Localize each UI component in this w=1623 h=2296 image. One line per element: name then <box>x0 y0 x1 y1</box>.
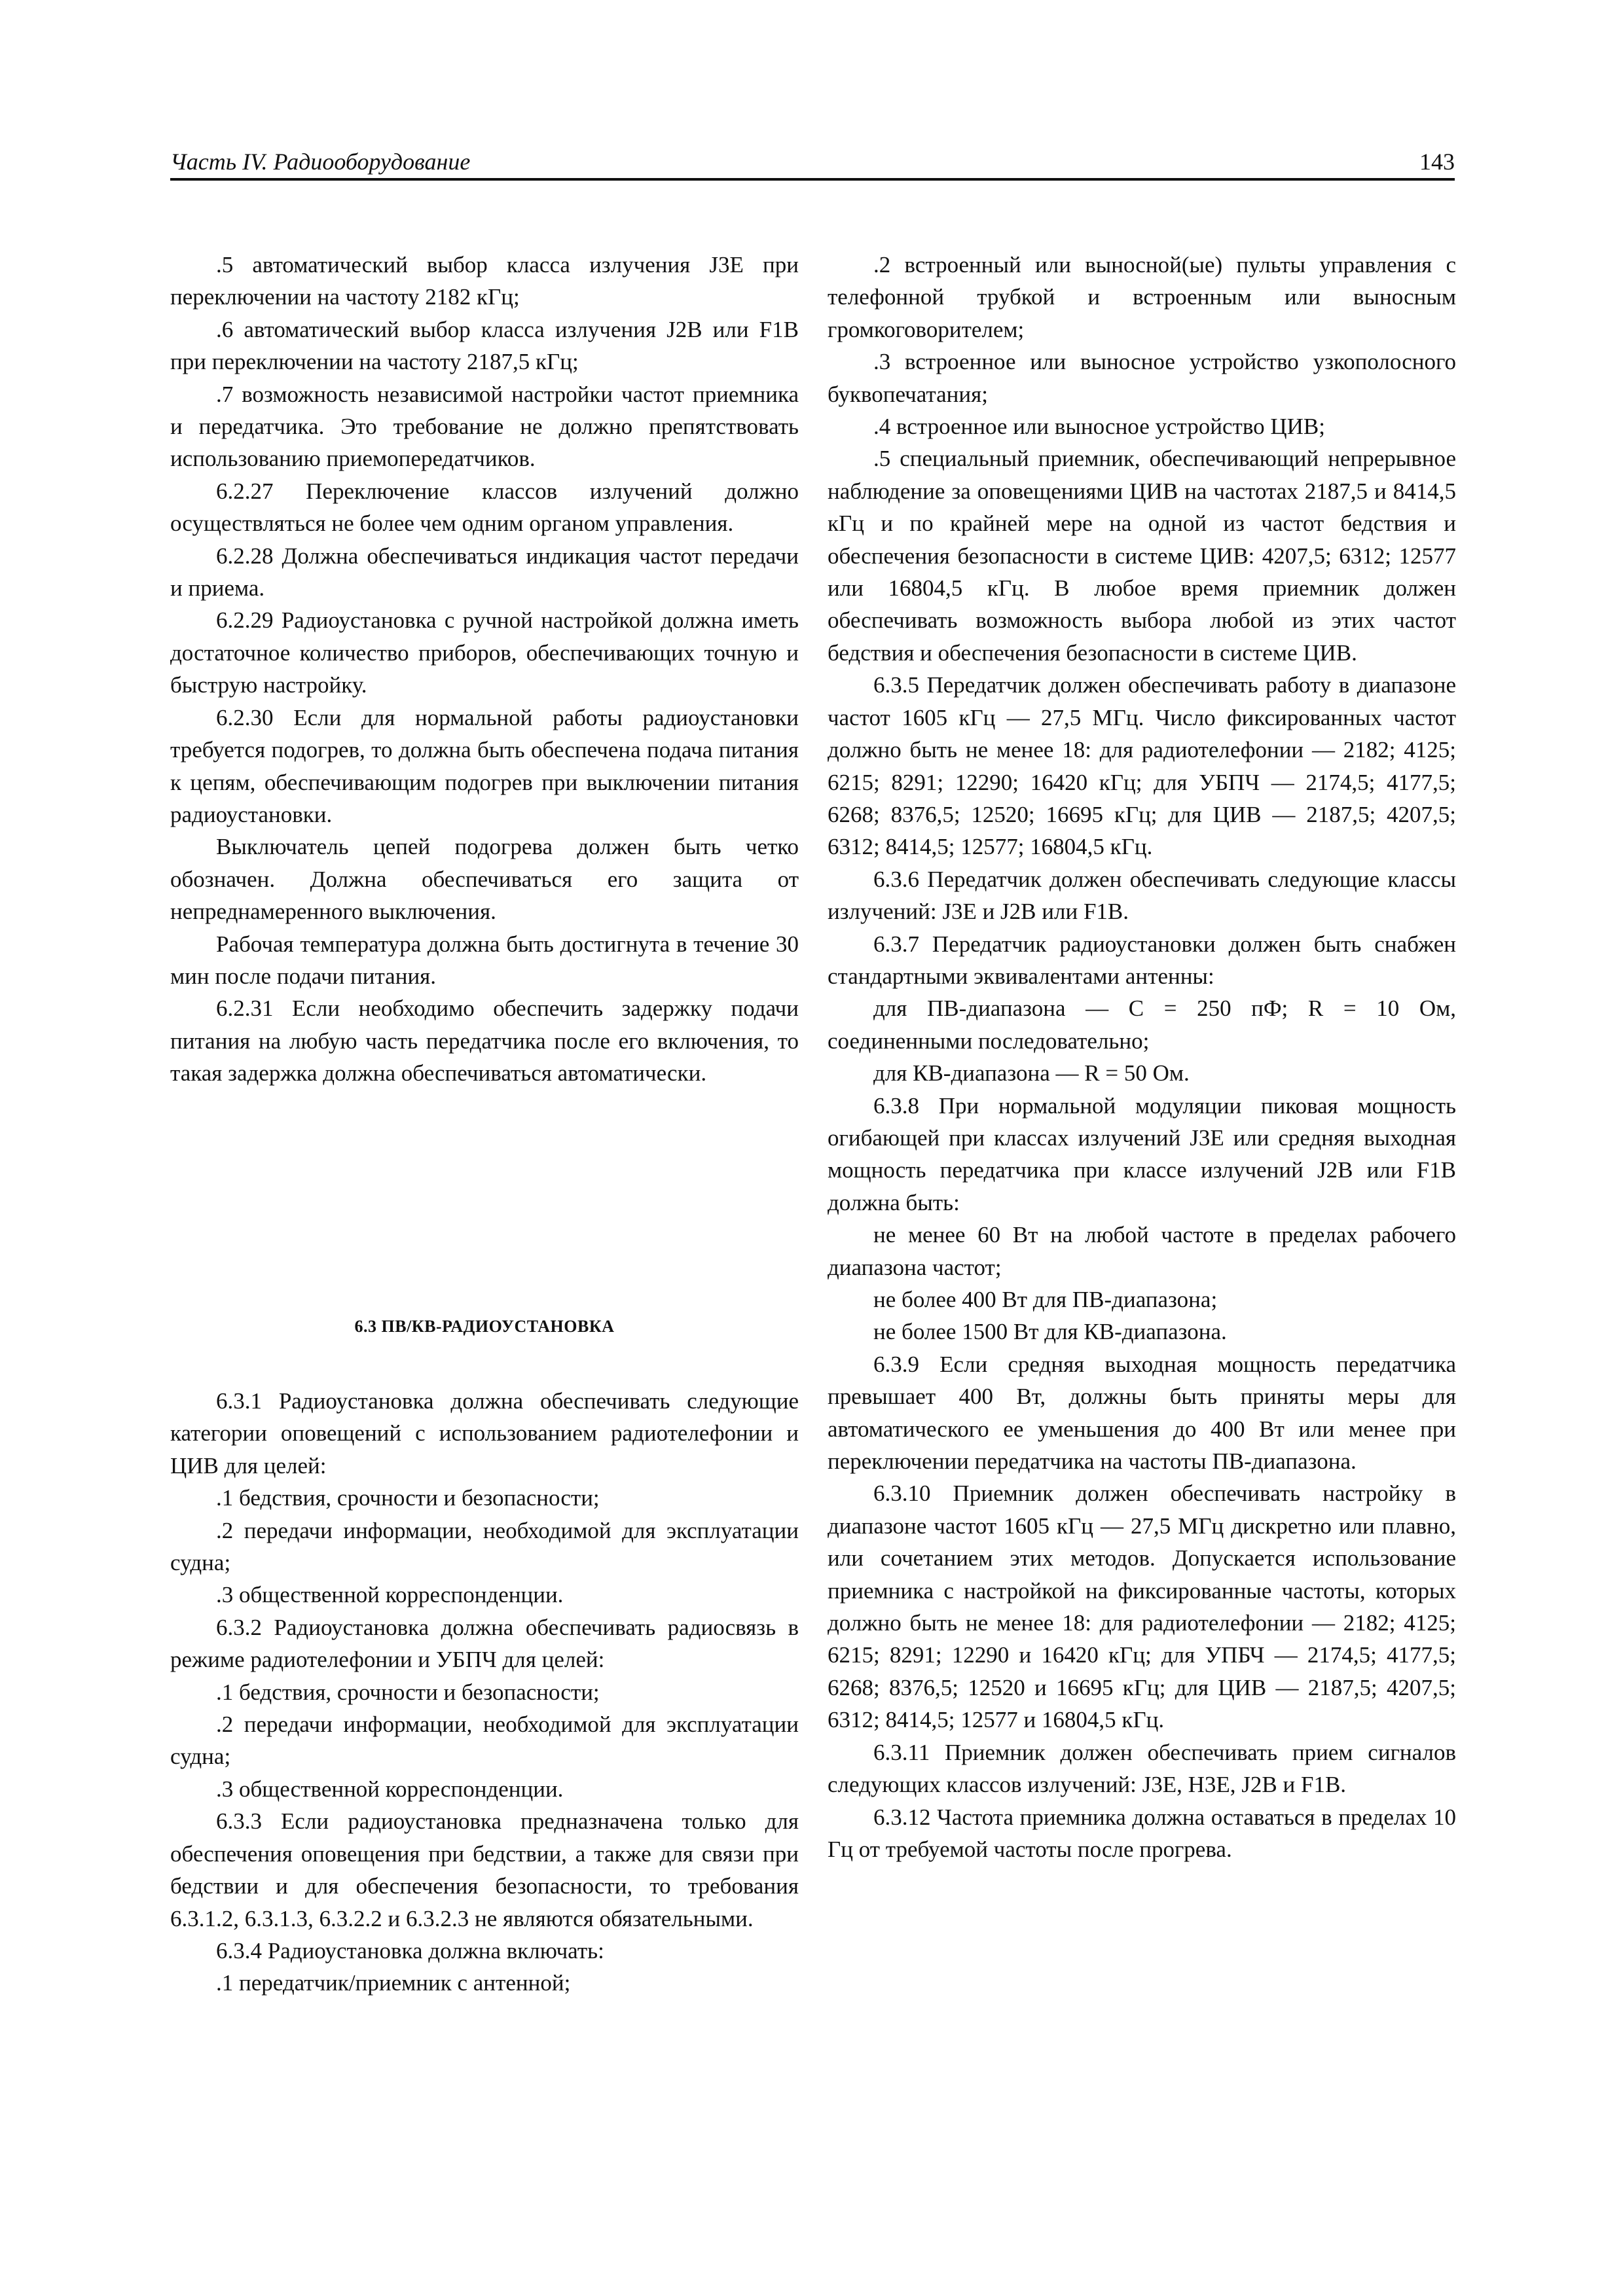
paragraph: 6.3.10 Приемник должен обеспечивать настройку в диапазоне частот 1605 кГц — 27,5 МГц дискретно или плавно, или сочетанием этих методов. Допускается использование приемника с настройкой на фиксированные частоты, которых должно быть не менее 18: для радиотелефонии — 2182; 4125; 6215; 8291; 12290 и 16420 кГц; для УПБЧ — 2174,5; 4177,5; 6268; 8376,5; 12520 и 16695 кГц; для ЦИВ — 2187,5; 4207,5; 6312; 8414,5; 12577 и 16804,5 кГц. <box>828 1480 1456 1733</box>
paragraph: не менее 60 Вт на любой частоте в пределах рабочего диапазона частот; <box>828 1222 1456 1280</box>
paragraph: 6.3.9 Если средняя выходная мощность передатчика превышает 400 Вт, должны быть приняты меры для автоматического ее уменьшения до 400 Вт или менее при переключении передатчика на частоты ПВ-диапазона. <box>828 1351 1456 1475</box>
paragraph: 6.3.6 Передатчик должен обеспечивать следующие классы излучений: J3E и J2B или F1B. <box>828 866 1456 925</box>
paragraph: 6.2.29 Радиоустановка с ручной настройкой должна иметь достаточное количество приборов, обеспечивающих точную и быструю настройку. <box>170 607 799 698</box>
paragraph: 6.2.27 Переключение классов излучений должно осуществляться не более чем одним органом управления. <box>170 478 799 537</box>
left-column-bottom <box>170 1385 799 2000</box>
paragraph: 6.3.5 Передатчик должен обеспечивать работу в диапазоне частот 1605 кГц — 27,5 МГц. Число фиксированных частот должно быть не менее 18: для радиотелефонии — 2182; 4125; 6215; 8291; 12290; 16420 кГц; для УБПЧ — 2174,5; 4177,5; 6268; 8376,5; 12520; 16695 кГц; для ЦИВ — 2187,5; 4207,5; 6312; 8414,5; 12577; 16804,5 кГц. <box>828 672 1456 860</box>
paragraph: 6.3.4 Радиоустановка должна включать: <box>216 1937 604 1964</box>
paragraph: 6.3.3 Если радиоустановка предназначена только для обеспечения оповещения при бедствии, а также для связи при бедствии и для обеспечения безопасности, то требования 6.3.1.2, 6.3.1.3, 6.3.2.2 и 6.3.2.3 не являются обязательными. <box>170 1808 799 1931</box>
paragraph: 6.3.12 Частота приемника должна оставаться в пределах 10 Гц от требуемой частоты после прогрева. <box>828 1804 1456 1862</box>
paragraph: .5 специальный приемник, обеспечивающий непрерывное наблюдение за оповещениями ЦИВ на частотах 2187,5 и 8414,5 кГц и по крайней мере на одной из частот бедствия и обеспечения безопасности в системе ЦИВ: 4207,5; 6312; 12577 или 16804,5 кГц. В любое время приемник должен обеспечивать возможность выбора любой из этих частот бедствия и обеспечения безопасности в системе ЦИВ. <box>828 446 1456 666</box>
paragraph: .1 бедствия, срочности и безопасности; <box>216 1679 600 1705</box>
header-rule <box>170 178 1455 181</box>
paragraph: 6.3.2 Радиоустановка должна обеспечивать радиосвязь в режиме радиотелефонии и УБПЧ для целей: <box>170 1614 799 1673</box>
paragraph: 6.3.8 При нормальной модуляции пиковая мощность огибающей при классах излучений J3E или средняя выходная мощность передатчика при классе излучений J2B или F1B должна быть: <box>828 1092 1456 1215</box>
paragraph: не более 400 Вт для ПВ-диапазона; <box>873 1287 1218 1312</box>
left-column-top <box>170 249 799 1090</box>
paragraph: .1 передатчик/приемник с антенной; <box>216 1970 571 1996</box>
paragraph: Рабочая температура должна быть достигнута в течение 30 мин после подачи питания. <box>170 931 799 989</box>
paragraph: .6 автоматический выбор класса излучения J2B или F1B при переключении на частоту 2187,5 кГц; <box>170 316 799 375</box>
paragraph: 6.3.7 Передатчик радиоустановки должен быть снабжен стандартными эквивалентами антенны: <box>828 931 1456 989</box>
paragraph: .5 автоматический выбор класса излучения J3E при переключении на частоту 2182 кГц; <box>170 252 799 310</box>
page-header <box>170 145 1455 179</box>
page-number: 143 <box>1419 149 1455 175</box>
paragraph: .1 бедствия, срочности и безопасности; <box>216 1485 600 1511</box>
paragraph: Выключатель цепей подогрева должен быть четко обозначен. Должна обеспечиваться его защита от непреднамеренного выключения. <box>170 834 799 925</box>
paragraph: 6.3.11 Приемник должен обеспечивать прием сигналов следующих классов излучений: J3E, H3E, J2B и F1B. <box>828 1739 1456 1798</box>
paragraph: для ПВ-диапазона — C = 250 пФ; R = 10 Ом, соединенными последовательно; <box>828 996 1456 1054</box>
paragraph: 6.2.30 Если для нормальной работы радиоустановки требуется подогрев, то должна быть обеспечена подача питания к цепям, обеспечивающим подогрев при выключении питания радиоустановки. <box>170 704 799 827</box>
paragraph: 6.2.31 Если необходимо обеспечить задержку подачи питания на любую часть передатчика после его включения, то такая задержка должна обеспечиваться автоматически. <box>170 996 799 1086</box>
paragraph: 6.3.1 Радиоустановка должна обеспечивать следующие категории оповещений с использованием радиотелефонии и ЦИВ для целей: <box>170 1388 799 1479</box>
paragraph: .2 передачи информации, необходимой для эксплуатации судна; <box>170 1517 799 1576</box>
paragraph: 6.2.28 Должна обеспечиваться индикация частот передачи и приема. <box>170 543 799 601</box>
running-title: Часть IV. Радиооборудование <box>170 149 471 175</box>
paragraph: не более 1500 Вт для КВ-диапазона. <box>873 1319 1227 1345</box>
paragraph: .4 встроенное или выносное устройство ЦИВ; <box>873 414 1325 440</box>
section-heading: 6.3 ПВ/КВ-РАДИОУСТАНОВКА <box>354 1317 615 1336</box>
right-column <box>828 249 1456 1865</box>
paragraph: .3 общественной корреспонденции. <box>216 1582 564 1608</box>
paragraph: .2 встроенный или выносной(ые) пульты управления с телефонной трубкой и встроенным или выносным громкоговорителем; <box>828 252 1456 342</box>
paragraph: .7 возможность независимой настройки частот приемника и передатчика. Это требование не должно препятствовать использованию приемопередатчиков. <box>170 381 799 472</box>
paragraph: .3 встроенное или выносное устройство узкополосного буквопечатания; <box>828 349 1456 407</box>
paragraph: .2 передачи информации, необходимой для эксплуатации судна; <box>170 1712 799 1770</box>
paragraph: для КВ-диапазона — R = 50 Ом. <box>873 1060 1190 1086</box>
paragraph: .3 общественной корреспонденции. <box>216 1776 564 1802</box>
